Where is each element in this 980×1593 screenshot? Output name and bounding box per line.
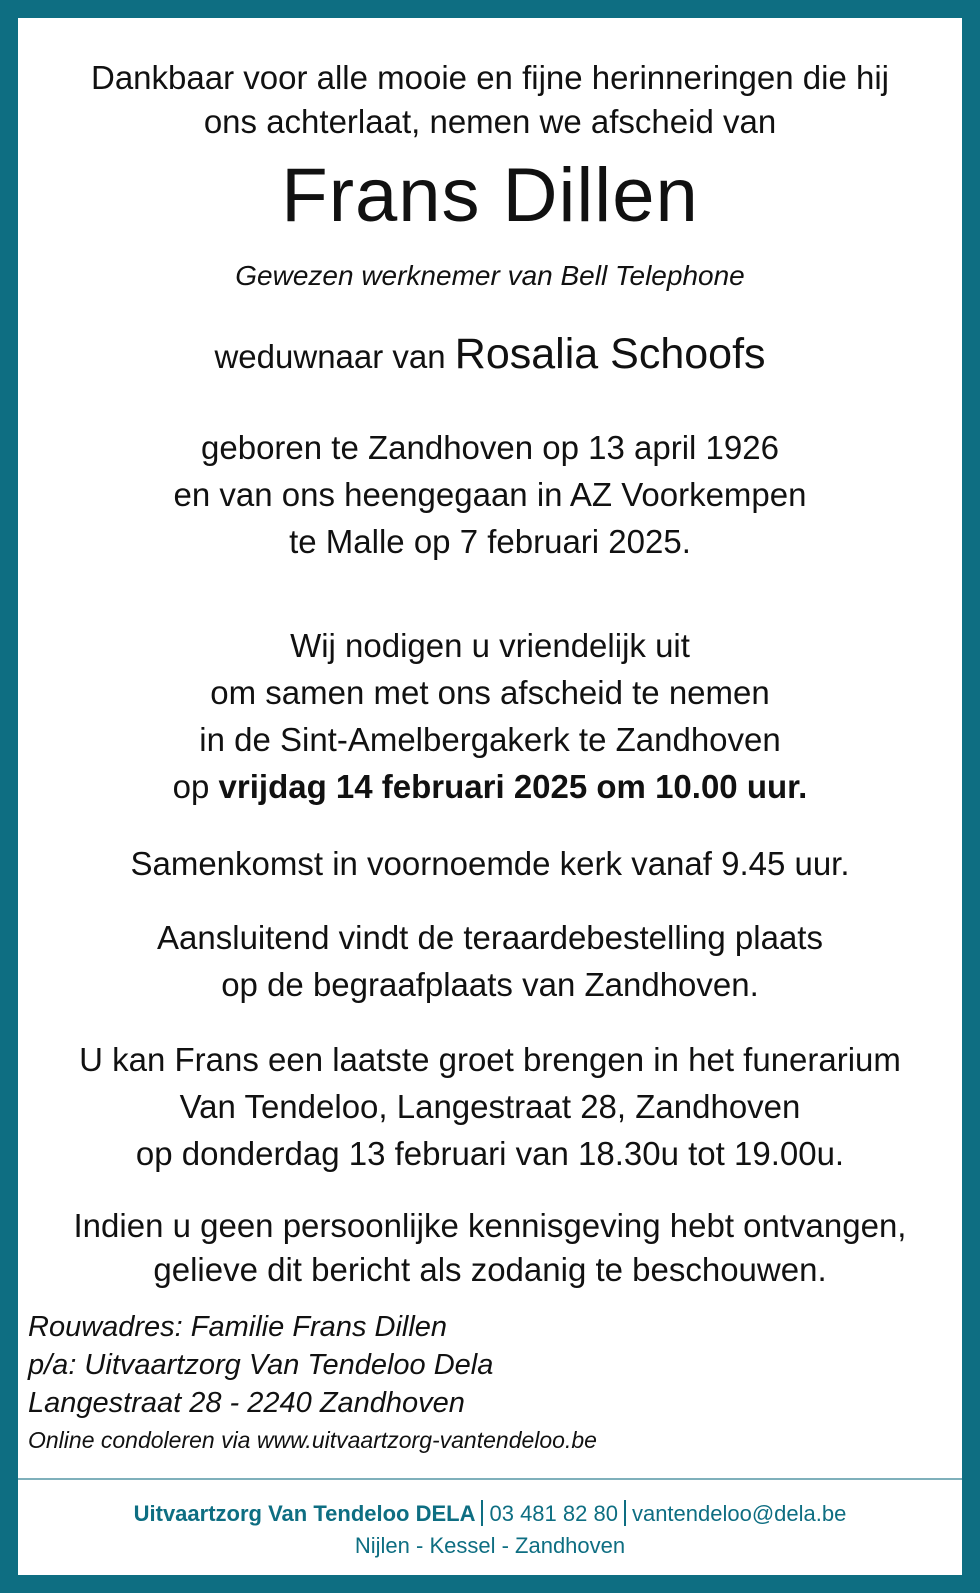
widower-prefix: weduwnaar van [214,338,446,375]
address-line: Langestraat 28 - 2240 Zandhoven [28,1387,465,1419]
mourning-address [28,1308,493,1422]
intro-line: ons achterlaat, nemen we afscheid van [203,103,777,140]
date-prefix: op [172,768,210,805]
notice-text [18,1204,962,1292]
death-place-line: te Malle op 7 februari 2025. [289,523,691,560]
phone-number[interactable]: 03 481 82 80 [489,1501,618,1526]
footer-contact-line [18,1498,962,1530]
divider [18,1478,962,1480]
visitation-info [18,1036,962,1177]
notice-line: Indien u geen persoonlijke kennisgeving hebt ontvangen, [73,1207,907,1244]
ceremony-date-line [18,763,962,810]
birth-death-info [18,424,962,565]
deceased-name: Frans Dillen [281,153,699,238]
intro-line: Dankbaar voor alle mooie en fijne herinneringen die hij [91,59,889,96]
address-line: p/a: Uitvaartzorg Van Tendeloo Dela [28,1349,494,1381]
death-line: en van ons heengegaan in AZ Voorkempen [173,476,807,513]
separator [481,1500,483,1526]
burial-line: op de begraafplaats van Zandhoven. [221,966,759,1003]
visit-line: U kan Frans een laatste groet brengen in het funerarium [79,1041,901,1078]
spouse-name: Rosalia Schoofs [454,330,766,378]
birth-line: geboren te Zandhoven op 13 april 1926 [201,429,779,466]
email-link[interactable]: vantendeloo@dela.be [631,1501,847,1526]
meeting-info: Samenkomst in voornoemde kerk vanaf 9.45 uur. [130,845,850,882]
invitation [18,622,962,810]
visit-line: op donderdag 13 februari van 18.30u tot 19.00u. [135,1135,845,1172]
ceremony-date: vrijdag 14 februari 2025 om 10.00 uur. [218,768,808,805]
visit-line: Van Tendeloo, Langestraat 28, Zandhoven [179,1088,801,1125]
former-job: Gewezen werknemer van Bell Telephone [235,260,745,291]
address-line: Rouwadres: Familie Frans Dillen [28,1311,448,1343]
notice-line: gelieve dit bericht als zodanig te beschouwen. [153,1251,827,1288]
funeral-home-name: Uitvaartzorg Van Tendeloo DELA [133,1501,476,1526]
footer [18,1498,962,1562]
invite-line: Wij nodigen u vriendelijk uit [290,627,690,664]
online-condolence-link[interactable]: Online condoleren via www.uitvaartzorg-vantendeloo.be [28,1427,597,1453]
widower-line [18,326,962,385]
intro-text [18,56,962,144]
footer-locations: Nijlen - Kessel - Zandhoven [354,1533,626,1558]
burial-info [18,914,962,1008]
separator [624,1500,626,1526]
invite-line: in de Sint-Amelbergakerk te Zandhoven [199,721,781,758]
invite-line: om samen met ons afscheid te nemen [210,674,770,711]
burial-line: Aansluitend vindt de teraardebestelling plaats [157,919,823,956]
